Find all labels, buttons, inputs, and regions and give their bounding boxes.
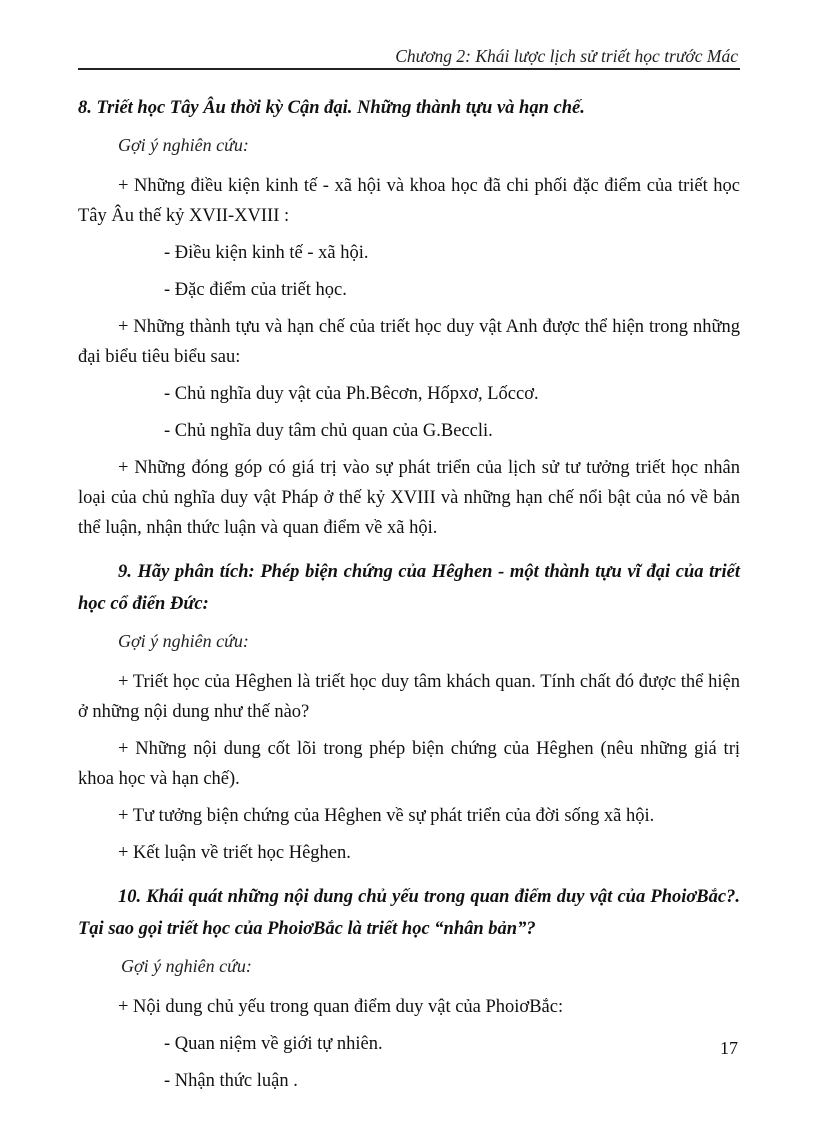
- question-9-heading: 9. Hãy phân tích: Phép biện chứng của Hêghen - một thành tựu vĩ đại của triết học cổ điển Đức:: [78, 562, 740, 614]
- question-8-heading: 8. Triết học Tây Âu thời kỳ Cận đại. Những thành tựu và hạn chế.: [78, 98, 585, 118]
- sub-item: - Điều kiện kinh tế - xã hội.: [164, 243, 369, 263]
- sub-item: - Nhận thức luận .: [164, 1071, 298, 1091]
- question-10-heading: 10. Khái quát những nội dung chủ yếu trong quan điểm duy vật của PhoiơBắc?. Tại sao gọi triết học của PhoiơBắc là triết học “nhân bản”?: [78, 887, 740, 939]
- paragraph: + Nội dung chủ yếu trong quan điểm duy vật của PhoiơBắc:: [118, 997, 564, 1017]
- question-9-hint-label: Gợi ý nghiên cứu:: [118, 631, 249, 651]
- page-number: 17: [720, 1038, 738, 1058]
- sub-item: - Chủ nghĩa duy tâm chủ quan của G.Beccli.: [164, 421, 493, 441]
- paragraph: + Những điều kiện kinh tế - xã hội và khoa học đã chi phối đặc điểm của triết học Tây Âu thế kỷ XVII-XVIII :: [78, 176, 740, 226]
- running-header: Chương 2: Khái lược lịch sử triết học trước Mác: [395, 46, 738, 66]
- sub-item: - Đặc điểm của triết học.: [164, 280, 347, 300]
- paragraph: + Kết luận về triết học Hêghen.: [118, 843, 351, 863]
- sub-item: - Quan niệm về giới tự nhiên.: [164, 1034, 383, 1054]
- header-rule: [78, 68, 740, 70]
- paragraph: + Triết học của Hêghen là triết học duy tâm khách quan. Tính chất đó được thể hiện ở những nội dung như thế nào?: [78, 672, 740, 722]
- paragraph: + Những đóng góp có giá trị vào sự phát triển của lịch sử tư tưởng triết học nhân loại của chủ nghĩa duy vật Pháp ở thế kỷ XVIII và những hạn chế nổi bật của nó về bản thể luận, nhận thức luận và quan điểm về xã hội.: [78, 458, 740, 538]
- page-content: [78, 92, 740, 1103]
- question-8-hint-label: Gợi ý nghiên cứu:: [118, 135, 249, 155]
- paragraph: + Những nội dung cốt lõi trong phép biện chứng của Hêghen (nêu những giá trị khoa học và hạn chế).: [78, 739, 740, 789]
- question-10-hint-label: Gợi ý nghiên cứu:: [121, 956, 252, 976]
- sub-item: - Chủ nghĩa duy vật của Ph.Bêcơn, Hốpxơ, Lốccơ.: [164, 384, 539, 404]
- paragraph: + Những thành tựu và hạn chế của triết học duy vật Anh được thể hiện trong những đại biểu tiêu biểu sau:: [78, 317, 740, 367]
- paragraph: + Tư tưởng biện chứng của Hêghen về sự phát triển của đời sống xã hội.: [118, 806, 655, 826]
